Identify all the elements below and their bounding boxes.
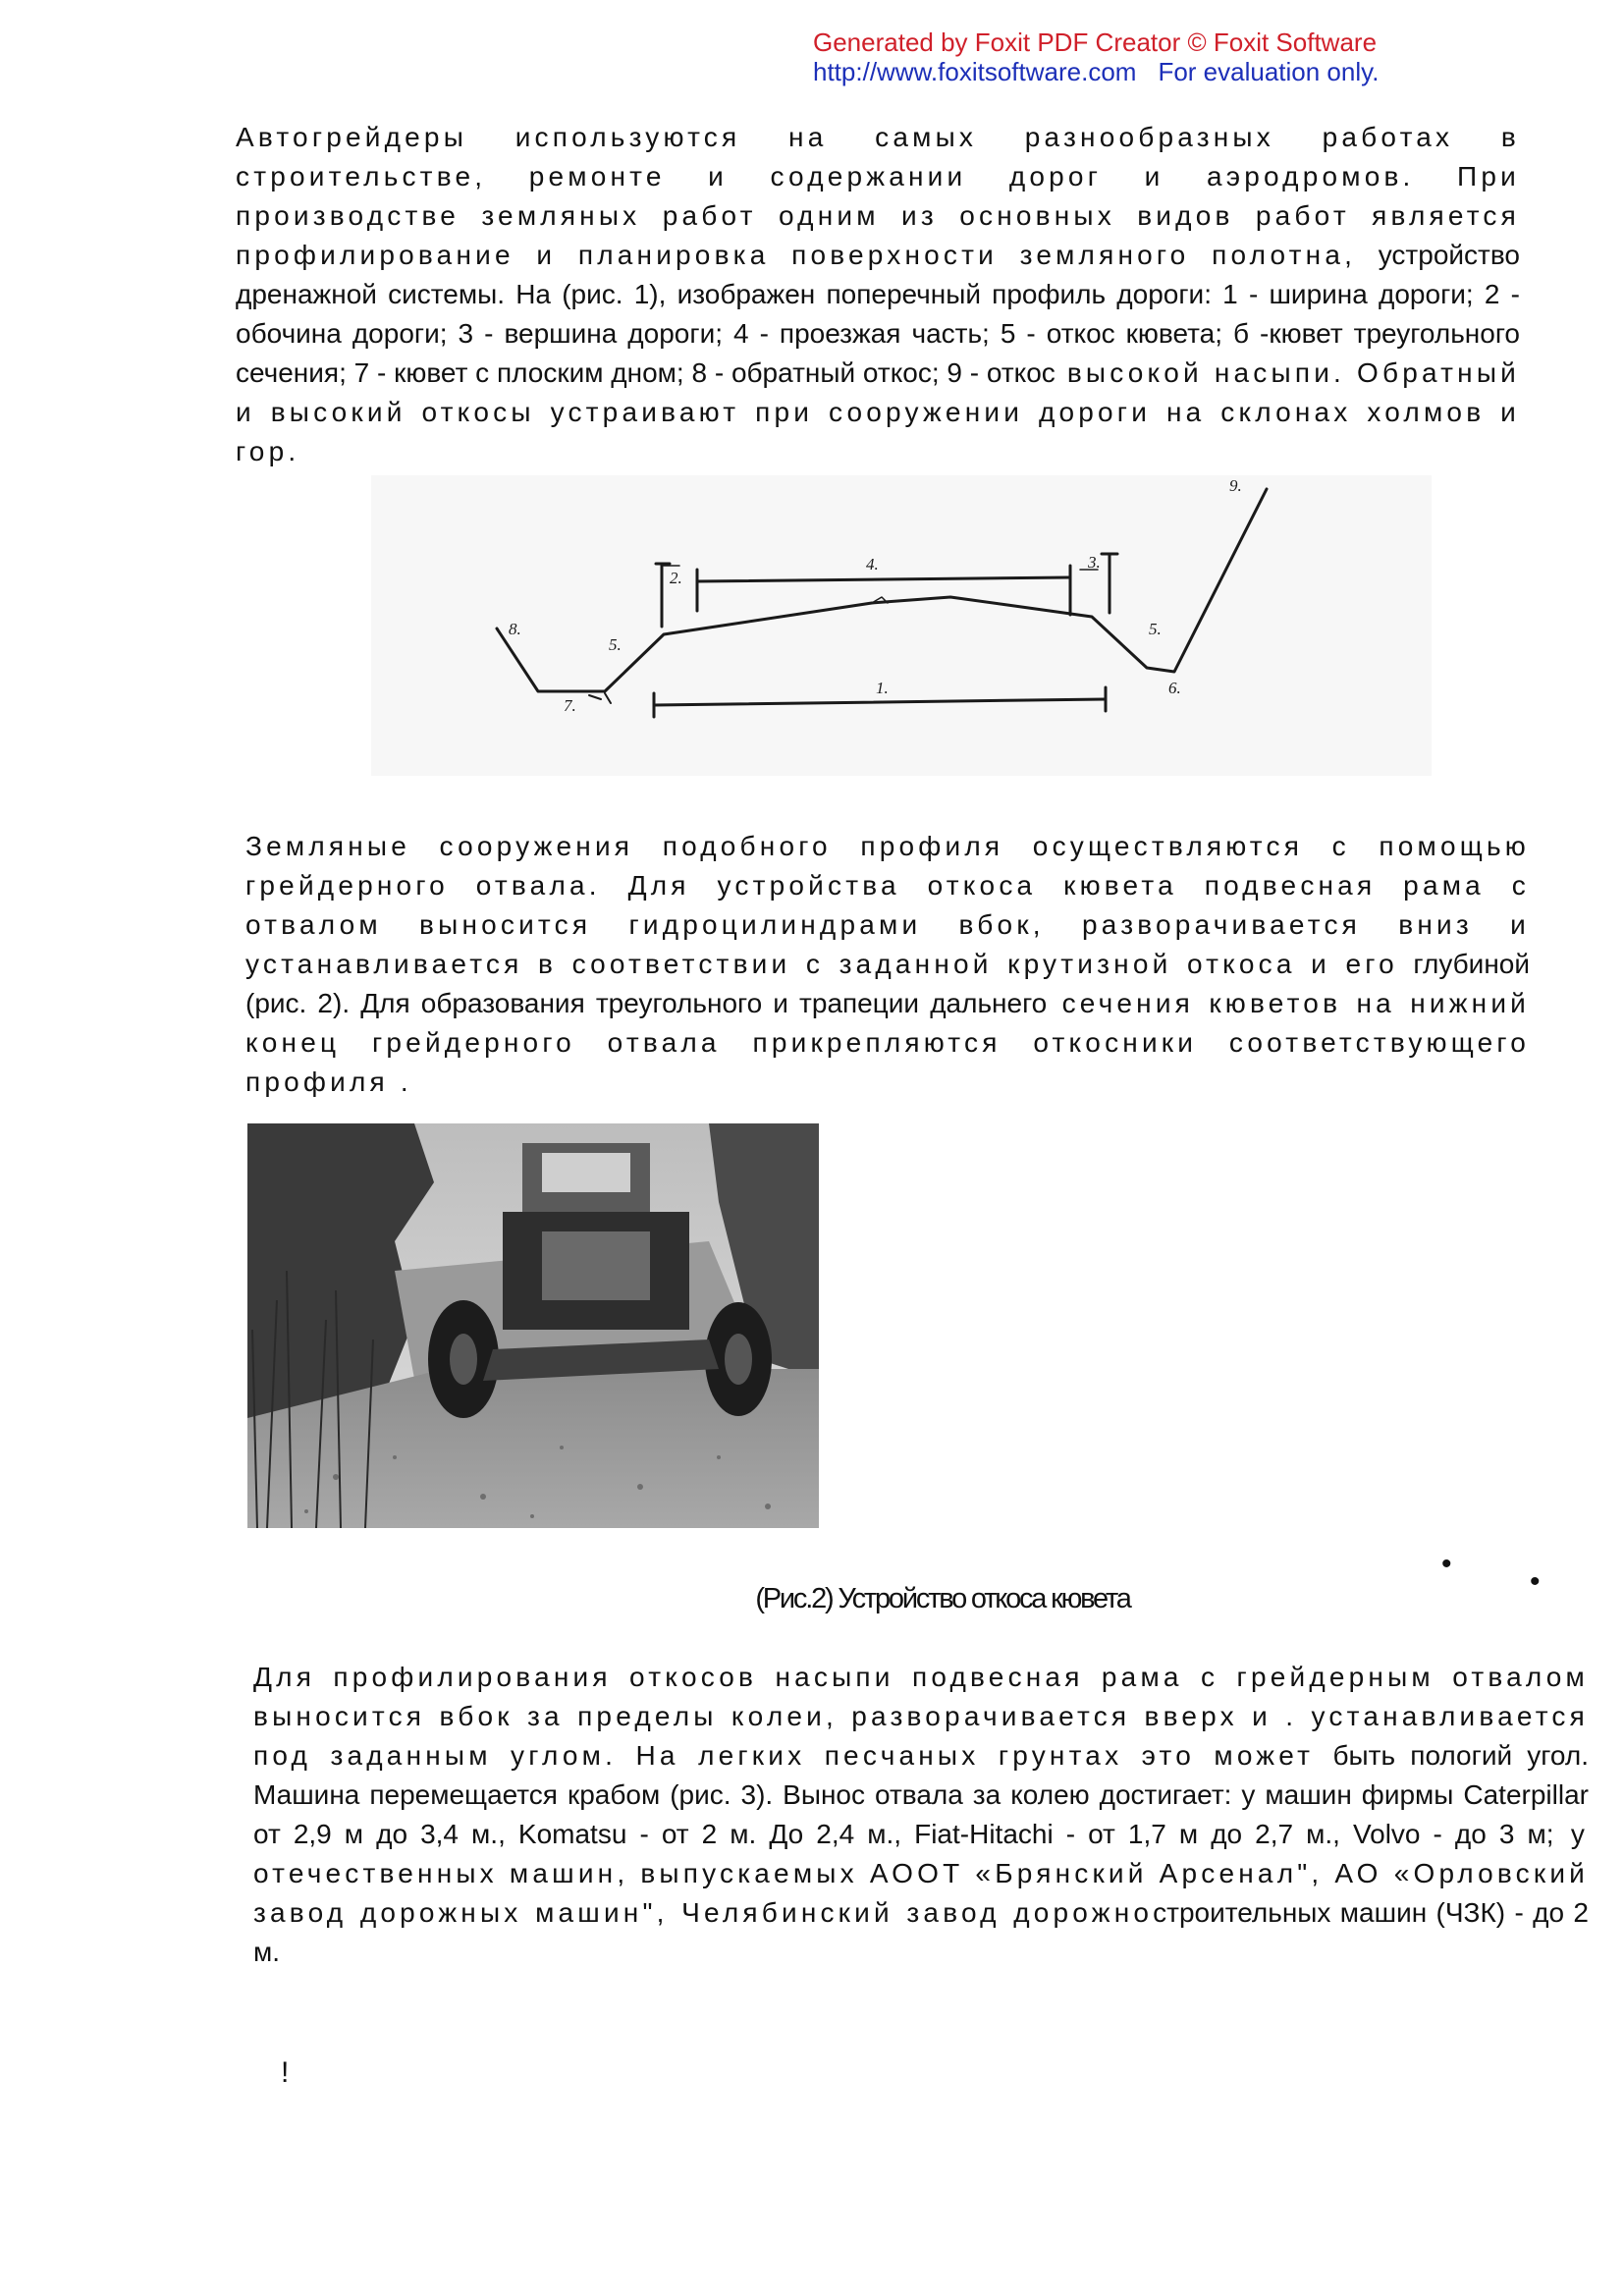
paragraph-ditch-part-b: глубиной (рис. 2). Для образования треугольного и трапеции дальнего xyxy=(245,949,1530,1018)
road-profile-figure xyxy=(371,475,1432,776)
paragraph-intro-part-b: устройство дренажной системы. На (рис. 1), изображен поперечный профиль дороги: 1 - ширина дороги; 2 - обочина дороги; 3 - вершина дороги; 4 - проезжая часть; 5 - откос кювета; б -кювет треугольного сечения; 7 - кювет с плоским дном; 8 - обратный откос; 9 - откос xyxy=(236,240,1520,388)
label-6: 6. xyxy=(1168,679,1181,697)
watermark-note: For evaluation only. xyxy=(1158,57,1380,86)
label-5-right: 5. xyxy=(1149,620,1162,638)
stray-dot-2: • xyxy=(1530,1565,1541,1598)
paragraph-slopes-part-a: Для профилирования откосов насыпи подвесная рама с грейдерным отвалом выносится вбок за пределы колеи, разворачивается вверх и . устанавливается под заданным углом. На легких песчаных грунтах это может xyxy=(253,1662,1589,1771)
stray-dot-1: • xyxy=(1441,1548,1452,1580)
label-1: 1. xyxy=(876,679,889,697)
watermark-line2 xyxy=(813,57,1379,86)
foxit-watermark xyxy=(813,27,1379,86)
dimension-1 xyxy=(654,699,1106,705)
dimension-4 xyxy=(697,577,1070,581)
watermark-line1: Generated by Foxit PDF Creator © Foxit Software xyxy=(813,27,1378,57)
label-8: 8. xyxy=(509,620,521,638)
stray-exclamation: ! xyxy=(281,2056,290,2089)
label-2: 2. xyxy=(670,569,682,587)
label-4: 4. xyxy=(866,555,879,574)
watermark-url[interactable]: http://www.foxitsoftware.com xyxy=(813,57,1137,86)
label-3: 3. xyxy=(1088,553,1101,572)
paragraph-ditch-part-a: Земляные сооружения подобного профиля осуществляются с помощью грейдерного отвала. Для устройства откоса кювета подвесная рама с отвалом выносится гидроцилиндрами вбок, разворачивается вниз и устанавливается в соответствии с заданной крутизной откоса и его xyxy=(245,831,1530,979)
label-5-left: 5. xyxy=(609,635,622,654)
paragraph-intro-part-c: высокой насыпи. Обратный и высокий откосы устраивают при сооружении дороги на склонах холмов и гор. xyxy=(236,357,1520,466)
road-profile-line xyxy=(497,489,1267,691)
paragraph-slopes-part-d: строительных машин (ЧЗК) - до 2 м. xyxy=(253,1897,1589,1967)
paragraph-ditch-part-c: сечения кюветов на нижний конец грейдерного отвала прикрепляются откосники соответствующего профиля . xyxy=(245,988,1530,1097)
road-profile-drawing xyxy=(371,475,1432,776)
label-7: 7. xyxy=(564,696,576,715)
label-9: 9. xyxy=(1229,476,1242,495)
paragraph-intro xyxy=(236,118,1520,471)
grader-photo-drawing xyxy=(247,1123,819,1528)
paragraph-slopes xyxy=(253,1658,1589,1972)
figure2-caption: (Рис.2) Устройство откоса кювета xyxy=(755,1583,1130,1614)
paragraph-slopes-part-c: у отечественных машин, выпускаемых АООТ «Брянский Арсенал", АО «Орловский завод дорожных машин", Челябинский завод дорожно xyxy=(253,1819,1590,1928)
paragraph-intro-part-a: Автогрейдеры используются на самых разнообразных работах в строительстве, ремонте и содержании дорог и аэродромов. При производстве земляных работ одним из основных видов работ является профилирование и планировка поверхности земляного полотна, xyxy=(236,122,1520,270)
grader-photo xyxy=(247,1123,819,1528)
paragraph-ditch xyxy=(245,827,1530,1102)
paragraph-slopes-part-b: быть пологий угол. Машина перемещается крабом (рис. 3). Вынос отвала за колею достигает: у машин фирмы Caterpillar от 2,9 м до 3,4 м., Komatsu - от 2 м. До 2,4 м., Fiat-Hitachi - от 1,7 м до 2,7 м., Volvo - до 3 м; xyxy=(253,1740,1589,1849)
